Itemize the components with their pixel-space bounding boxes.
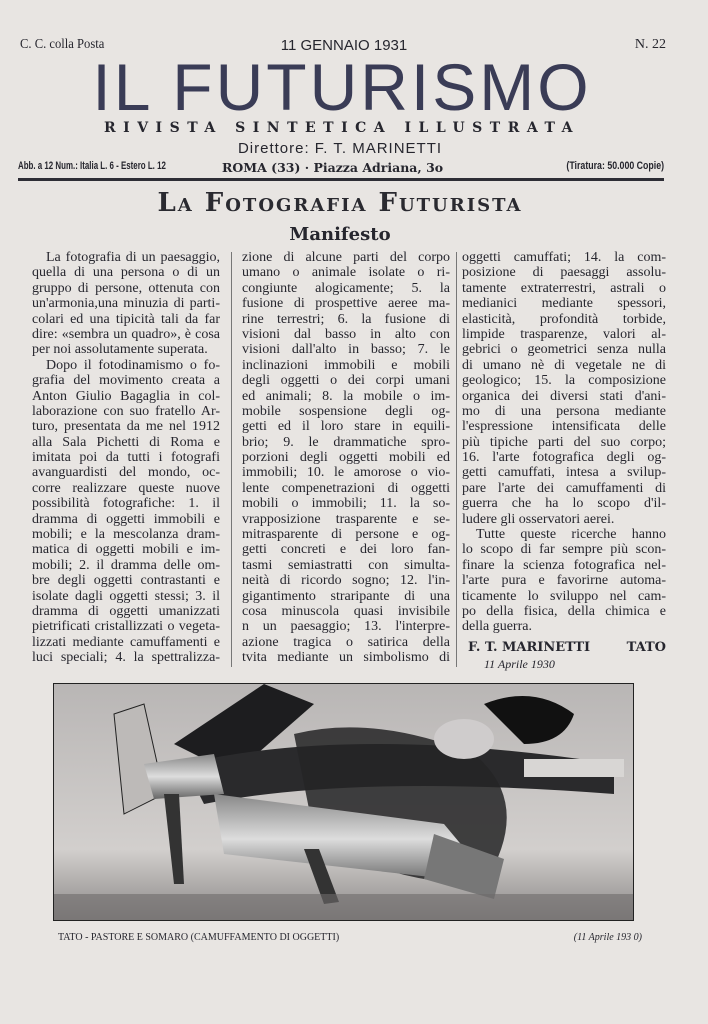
article-line: alla Sala Pichetti di Roma e bbox=[32, 434, 220, 450]
article-line: inclinazioni immobili e mobili bbox=[242, 357, 450, 373]
issue-date: 11 GENNAIO 1931 bbox=[280, 37, 408, 54]
article-line: della guerra. bbox=[462, 619, 532, 635]
article-line: getti concreti e dei loro fan- bbox=[242, 542, 450, 558]
subscription-info: Abb. a 12 Num.: Italia L. 6 - Estero L. 12 bbox=[18, 160, 166, 172]
article-line: Dopo il fotodinamismo o fo- bbox=[46, 357, 220, 373]
article-line: lizzati mediante camuffamenti e bbox=[32, 634, 220, 650]
signature-date: 11 Aprile 1930 bbox=[484, 657, 555, 671]
article-line: tamente extraterrestri, astrali o bbox=[462, 280, 666, 296]
article-line: mobili o immobili; 11. la so- bbox=[242, 496, 450, 512]
photo-date: (11 Aprile 193 0) bbox=[573, 932, 642, 943]
issue-number: N. 22 bbox=[634, 37, 666, 52]
article-line: getti ed il loro stare in equili- bbox=[242, 419, 450, 435]
article-line: finare la scienza fotografica nel- bbox=[462, 557, 666, 573]
article-line: rine terrestri; 6. la fusione di bbox=[242, 311, 450, 327]
article-line: mobili; 2. il dramma delle om- bbox=[32, 557, 220, 573]
article-line: luci speciali; 4. la spettralizza- bbox=[32, 650, 220, 666]
article-line: lente compenetrazioni di oggetti bbox=[242, 480, 450, 496]
article-line: po della fisica, della chimica e bbox=[462, 603, 666, 619]
article-line: guerra che ha lo scopo d'il- bbox=[462, 496, 666, 512]
article-subtitle: Manifesto bbox=[289, 224, 391, 245]
director-line: Direttore: F. T. MARINETTI bbox=[237, 140, 443, 157]
article-line: vrapposizione trasparente e se- bbox=[242, 511, 450, 527]
article-line: ticamente lo sviluppo nel cam- bbox=[462, 588, 666, 604]
article-line: colari ed una tipicità tali da far bbox=[32, 311, 220, 327]
photo-caption: TATO - PASTORE E SOMARO (CAMUFFAMENTO DI OGGETTI) bbox=[58, 932, 340, 943]
address: ROMA (33) · Piazza Adriana, 3o bbox=[222, 160, 444, 175]
article-column-2 bbox=[242, 250, 450, 666]
article-line: per noi assolutamente superata. bbox=[32, 342, 208, 358]
article-line: porzioni degli oggetti mobili ed bbox=[242, 450, 450, 466]
article-line: tvita mediante un simbolismo di bbox=[242, 650, 450, 666]
article-line: tasmi semiastratti con simulta- bbox=[242, 557, 450, 573]
article-line: visioni dall'alto in basso; 7. le bbox=[242, 342, 450, 358]
article-line: posizione di paesaggi assolu- bbox=[462, 265, 666, 281]
article-line: dramma di oggetti immobili e bbox=[32, 511, 220, 527]
article-line: più tipiche parti del suo corpo; bbox=[462, 434, 666, 450]
article-line: isolate dagli oggetti stessi; 3. il bbox=[32, 588, 220, 604]
article-line: cosa minuscola quasi invisibile bbox=[242, 603, 450, 619]
article-column-3 bbox=[462, 250, 666, 635]
article-line: un'armonia,una minuzia di parti- bbox=[32, 296, 220, 312]
article-line: getti camuffati, intesa a svilup- bbox=[462, 465, 666, 481]
article-line: ed animali; 8. la mobile o im- bbox=[242, 388, 450, 404]
article-line: azione tragica o satirica della bbox=[242, 634, 450, 650]
article-line: degli oggetti o dei corpi umani bbox=[242, 373, 450, 389]
article-line: gebrici o geometrici senza nulla bbox=[462, 342, 666, 358]
article-column-1 bbox=[32, 250, 220, 666]
masthead-subtitle: RIVISTA SINTETICA ILLUSTRATA bbox=[104, 120, 580, 136]
article-line: laborazione con suo fratello Ar- bbox=[32, 403, 220, 419]
article-line: 16. l'arte fotografica degli og- bbox=[462, 450, 666, 466]
article-line: medianici mediante spessori, bbox=[462, 296, 666, 312]
article-line: Anton Giulio Bagaglia in col- bbox=[32, 388, 220, 404]
article-line: oggetti camuffati; 14. la com- bbox=[462, 250, 666, 265]
article-line: di umano nè di vegetale ne di bbox=[462, 357, 666, 373]
article-line: brio; 9. le drammatiche spro- bbox=[242, 434, 450, 450]
article-line: gigantimento straripante di una bbox=[242, 588, 450, 604]
article-line: mobile sospensione degli og- bbox=[242, 403, 450, 419]
article-line: dire: «sembra un quadro», è cosa bbox=[32, 326, 220, 342]
article-line: zione di alcune parti del corpo bbox=[242, 250, 450, 265]
article-line: mo di una persona mediante bbox=[462, 403, 666, 419]
article-line: mobili; e la mescolanza dram- bbox=[32, 527, 220, 543]
article-line: l'espressione intensificata delle bbox=[462, 419, 666, 435]
photograph bbox=[53, 683, 634, 921]
article-line: limpide trasparenze, valori al- bbox=[462, 326, 666, 342]
masthead: IL FUTURISMO bbox=[92, 50, 592, 124]
article-line: La fotografia di un paesaggio, bbox=[46, 250, 220, 265]
article-line: mitrasparente di persone e og- bbox=[242, 527, 450, 543]
article-line: neità di ricordo sogno; 12. l'in- bbox=[242, 573, 450, 589]
article-line: matica di oggetti mobili e im- bbox=[32, 542, 220, 558]
article-line: n un paesaggio; 13. l'interpre- bbox=[242, 619, 450, 635]
article-line: visioni dal basso in alto con bbox=[242, 326, 450, 342]
column-divider bbox=[231, 252, 232, 667]
article-line: corre realizzare queste nuove bbox=[32, 480, 220, 496]
header-rule bbox=[18, 178, 664, 181]
signature-marinetti: F. T. MARINETTI bbox=[468, 640, 591, 655]
article-line: bre degli oggetti contrastanti e bbox=[32, 573, 220, 589]
article-line: Tutte queste ricerche hanno bbox=[476, 527, 666, 543]
article-line: immobili; 10. le amorose o vio- bbox=[242, 465, 450, 481]
article-line: avanguardisti del mondo, oc- bbox=[32, 465, 220, 481]
article-title: La Fotografia Futurista bbox=[157, 188, 523, 218]
article-line: organica dei diversi stati d'ani- bbox=[462, 388, 666, 404]
article-line: gruppo di persone, ottenuta con bbox=[32, 280, 220, 296]
article-line: elasticità, profondità torbide, bbox=[462, 311, 666, 327]
postal-note: C. C. colla Posta bbox=[20, 37, 105, 52]
article-line: congiunte alogicamente; 5. la bbox=[242, 280, 450, 296]
photo-illustration bbox=[54, 684, 633, 920]
article-line: possibilità fotografiche: 1. il bbox=[32, 496, 220, 512]
article-line: fusione di prospettive aeree ma- bbox=[242, 296, 450, 312]
article-line: ludere gli osservatori aerei. bbox=[462, 511, 615, 527]
article-line: lo scopo di far sempre più scon- bbox=[462, 542, 666, 558]
signatures bbox=[468, 640, 666, 655]
article-line: umano o animale isolate o ri- bbox=[242, 265, 450, 281]
signature-tato: TATO bbox=[626, 640, 666, 655]
article-line: quella di una persona o di un bbox=[32, 265, 220, 281]
column-divider bbox=[456, 252, 457, 667]
article-line: pietrificati cristallizzati o vegeta- bbox=[32, 619, 220, 635]
article-line: imitata poi da tutti i fotografi bbox=[32, 450, 220, 466]
article-line: pare l'arte dei camuffamenti di bbox=[462, 480, 666, 496]
article-line: grafia del movimento creata a bbox=[32, 373, 220, 389]
print-run: (Tiratura: 50.000 Copie) bbox=[566, 160, 664, 172]
article-line: geologico; 15. la composizione bbox=[462, 373, 666, 389]
article-line: l'arte pura e favorirne automa- bbox=[462, 573, 666, 589]
article-line: dramma di oggetti umanizzati bbox=[32, 603, 220, 619]
article-line: turo, presentata da me nel 1912 bbox=[32, 419, 220, 435]
